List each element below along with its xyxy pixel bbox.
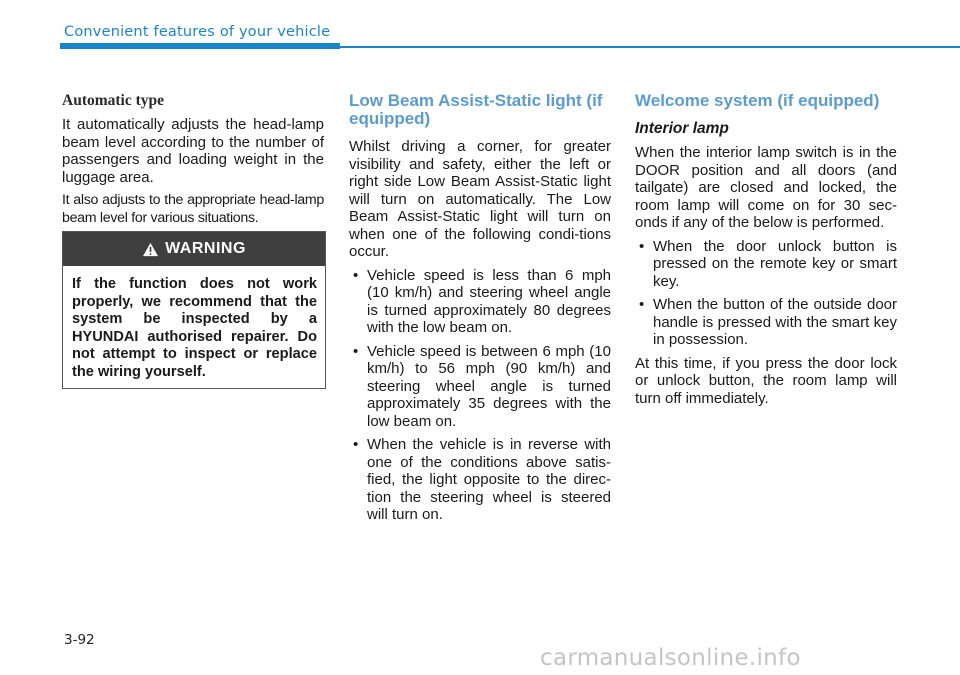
interior-lamp-heading: Interior lamp [635, 120, 729, 137]
low-beam-assist-intro: Whilst driving a corner, for greater visibility and safety, either the left or right side Low Beam Assist-Static light will turn on automatically. The Low Beam Assist-Static light will turn on when one of the following condi-tions occur. [349, 138, 611, 260]
interior-lamp-intro: When the interior lamp switch is in the DOOR position and all doors (and tailgate) are closed and locked, the room lamp will come on for 30 sec-onds if any of the below is performed. [635, 144, 897, 231]
header-accent-bar [60, 43, 340, 49]
interior-lamp-closing: At this time, if you press the door lock or unlock button, the room lamp will turn off immediately. [635, 354, 897, 407]
column-automatic-type [62, 90, 324, 233]
list-item: • When the button of the outside door handle is pressed with the smart key in possession. [635, 296, 897, 349]
welcome-system-heading: Welcome system (if equipped) [635, 91, 880, 110]
header-rule [340, 46, 960, 48]
page-header [0, 0, 960, 56]
column-low-beam-assist [349, 90, 611, 530]
list-item: • Vehicle speed is less than 6 mph (10 km/h) and steering wheel angle is turned approximately 80 degrees with the low beam on. [349, 267, 611, 337]
automatic-type-heading: Automatic type [62, 92, 165, 109]
section-title: Convenient features of your vehicle [64, 24, 331, 40]
list-item: • When the door unlock button is pressed on the remote key or smart key. [635, 238, 897, 291]
automatic-type-paragraph-2: It also adjusts to the appropriate head-lamp beam level for various situations. [62, 192, 324, 226]
warning-title: WARNING [165, 240, 246, 257]
low-beam-conditions-list [349, 267, 611, 524]
list-item: • Vehicle speed is between 6 mph (10 km/h) to 56 mph (90 km/h) and steering wheel angle is turned approximately 35 degrees with the low beam on. [349, 343, 611, 431]
column-welcome-system [635, 90, 897, 413]
warning-box [62, 231, 326, 389]
warning-triangle-icon [142, 242, 159, 257]
interior-lamp-list [635, 238, 897, 349]
warning-header [63, 232, 325, 266]
warning-text: If the function does not work properly, we recommend that the system be inspected by a HYUNDAI authorised repairer. Do not attempt to inspect or replace the wiring yourself. [72, 276, 317, 380]
list-item: • When the vehicle is in reverse with one of the conditions above satis-fied, the light opposite to the direc-tion the steering wheel is steered will turn on. [349, 436, 611, 524]
watermark: carmanualsonline.info [540, 645, 801, 671]
page-number: 3-92 [64, 632, 95, 648]
automatic-type-paragraph: It automatically adjusts the head-lamp beam level according to the number of passengers and loading weight in the luggage area. [62, 116, 324, 186]
low-beam-assist-heading: Low Beam Assist-Static light (if equipped) [349, 91, 603, 128]
